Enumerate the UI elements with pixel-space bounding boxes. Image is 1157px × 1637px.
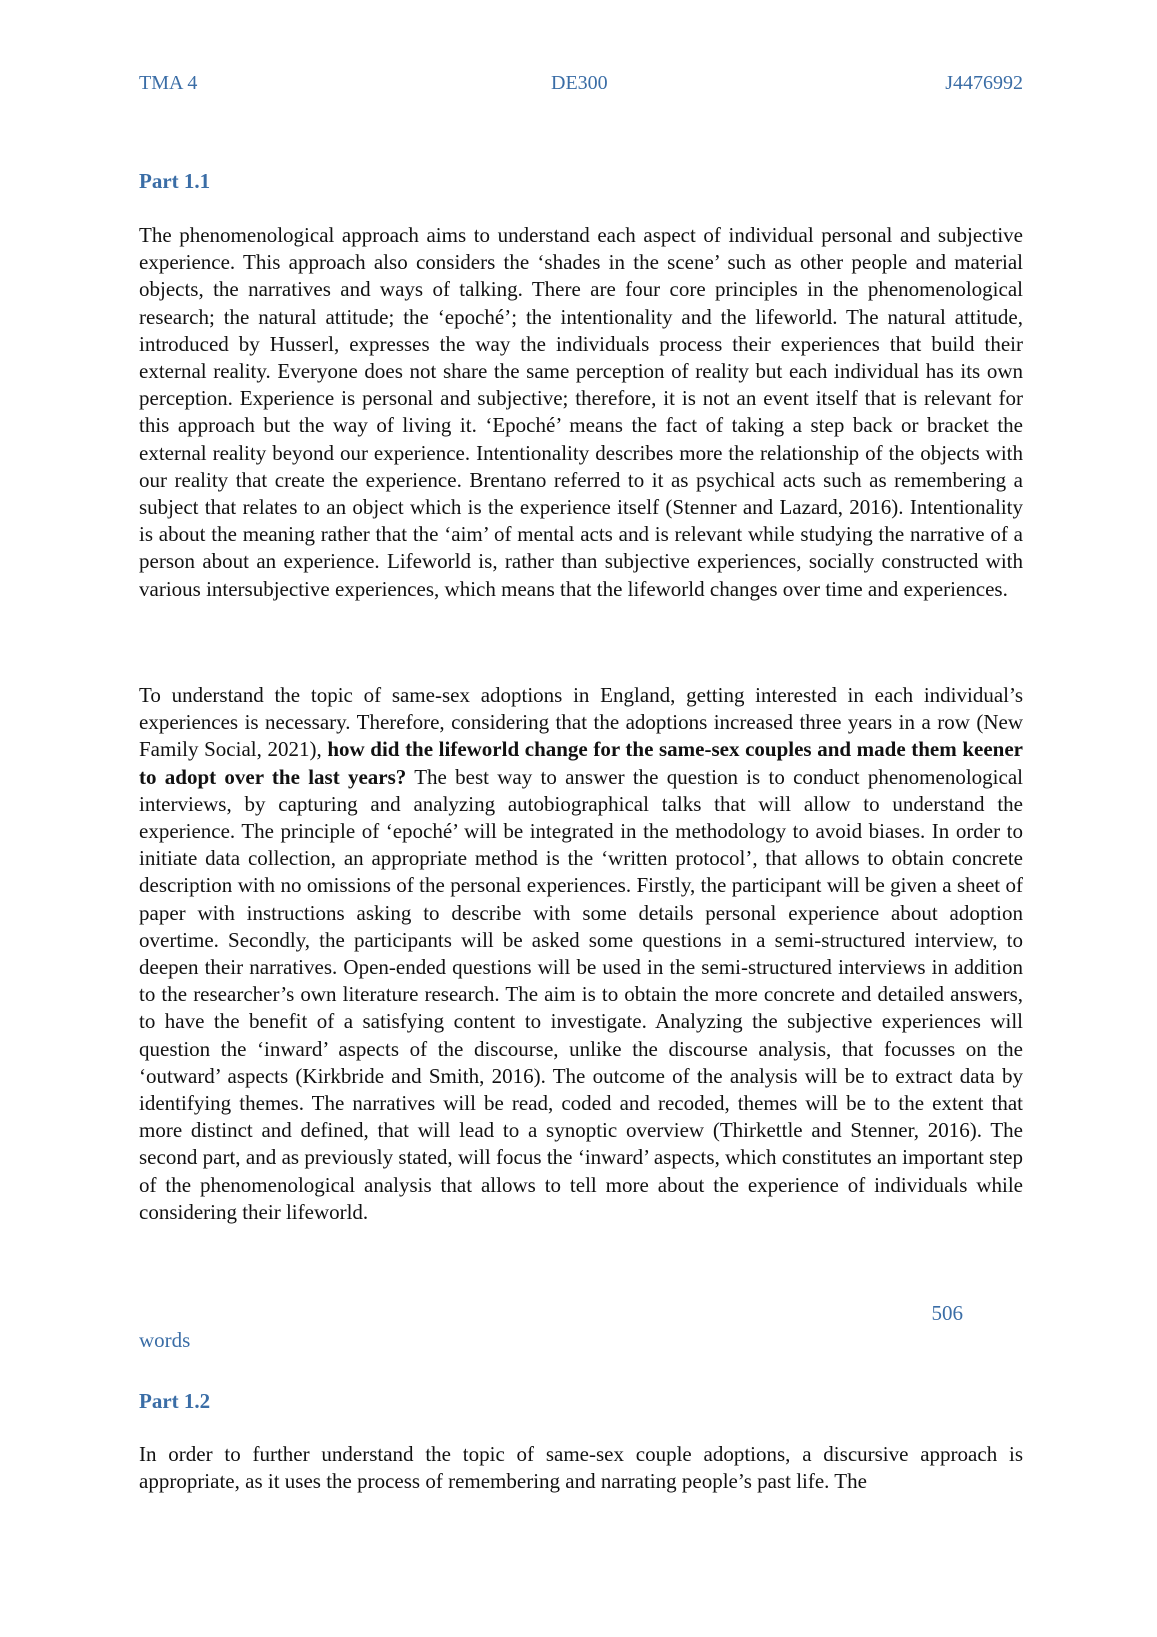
part-1-2-paragraph-1: In order to further understand the topic of same-sex couple adoptions, a discursive approach is appropriate, as it uses the process of remembering and narrating people’s past life. The bbox=[139, 1442, 1023, 1494]
word-count-number: 506 bbox=[931, 1301, 963, 1325]
paragraph-2-intro: To understand the topic of same-sex adoptions in England, getting interested in each individual’s experiences is necessary. Therefore, considering that the adoptions increased three years in a row (New Family Social, 2021), bbox=[139, 683, 1023, 762]
header-course-code: DE300 bbox=[551, 72, 608, 94]
paragraph-2-body: The best way to answer the question is to conduct phenomenological interviews, by capturing and analyzing autobiographical talks that will allow to understand the experience. The principle of ‘epoché’ will be integrated in the methodology to avoid biases. In order to initiate data collection, an appropriate method is the ‘written protocol’, that allows to obtain concrete description with no omissions of the personal experiences. Firstly, the participant will be given a sheet of paper with instructions asking to describe with some details personal experience about adoption overtime. Secondly, the participants will be asked some questions in a semi-structured interview, to deepen their narratives. Open-ended questions will be used in the semi-structured interviews in addition to the researcher’s own literature research. The aim is to obtain the more concrete and detailed answers, to have the benefit of a satisfying content to investigate. Analyzing the subjective experiences will question the ‘inward’ aspects of the discourse, unlike the discourse analysis, that focusses on the ‘outward’ aspects (Kirkbride and Smith, 2016). The outcome of the analysis will be to extract data by identifying themes. The narratives will be read, coded and recoded, themes will be to the extent that more distinct and defined, that will lead to a synoptic overview (Thirkettle and Stenner, 2016). The second part, and as previously stated, will focus the ‘inward’ aspects, which constitutes an important step of the phenomenological analysis that allows to tell more about the experience of individuals while considering their lifeworld. bbox=[139, 764, 1023, 1224]
page-header bbox=[139, 70, 1023, 96]
header-student-id: J4476992 bbox=[945, 72, 1023, 94]
document-page bbox=[139, 0, 1023, 1637]
header-module-label: TMA 4 bbox=[139, 72, 198, 94]
research-question: how did the lifeworld change for the same-sex couples and made them keener to adopt over the last years? bbox=[139, 737, 1023, 789]
word-count-label: words bbox=[139, 1328, 191, 1352]
part-1-1-heading: Part 1.1 bbox=[139, 169, 211, 193]
part-1-1-paragraph-2 bbox=[139, 682, 1023, 1226]
part-1-1-paragraph-1: The phenomenological approach aims to understand each aspect of individual personal and subjective experience. This approach also considers the ‘shades in the scene’ such as other people and material objects, the narratives and ways of talking. There are four core principles in the phenomenological research; the natural attitude; the ‘epoché’; the intentionality and the lifeworld. The natural attitude, introduced by Husserl, expresses the way the individuals process their experiences that build their external reality. Everyone does not share the same perception of reality but each individual has its own perception. Experience is personal and subjective; therefore, it is not an event itself that is relevant for this approach but the way of living it. ‘Epoché’ means the fact of taking a step back or bracket the external reality beyond our experience. Intentionality describes more the relationship of the objects with our reality that create the experience. Brentano referred to it as psychical acts such as remembering a subject that relates to an object which is the experience itself (Stenner and Lazard, 2016). Intentionality is about the meaning rather that the ‘aim’ of mental acts and is relevant while studying the narrative of a person about an experience. Lifeworld is, rather than subjective experiences, socially constructed with various intersubjective experiences, which means that the lifeworld changes over time and experiences. bbox=[139, 223, 1023, 601]
part-1-2-heading: Part 1.2 bbox=[139, 1389, 211, 1413]
